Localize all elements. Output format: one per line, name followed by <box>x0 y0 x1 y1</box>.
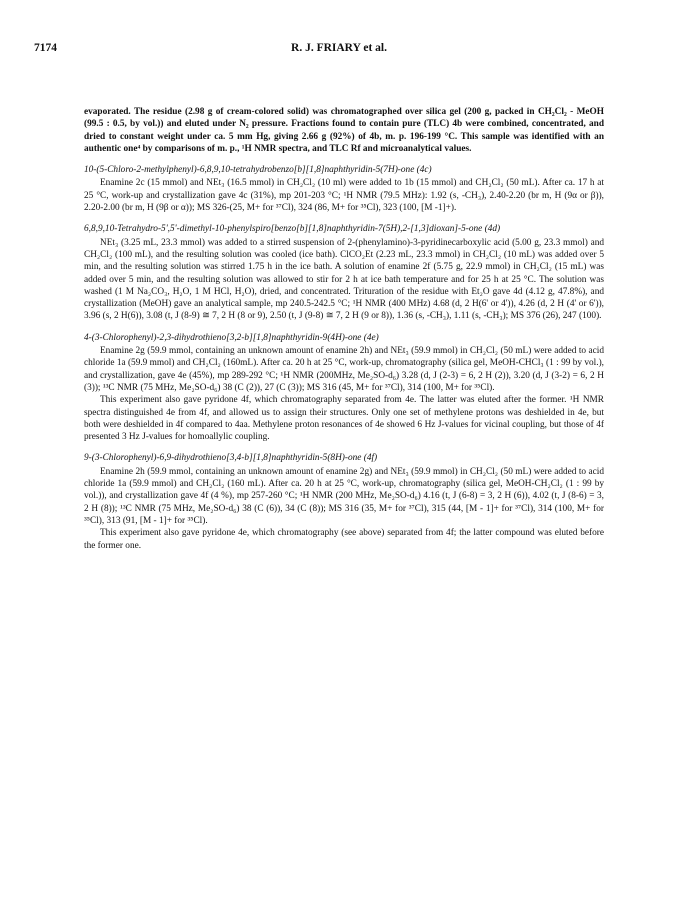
section-heading: 4-(3-Chlorophenyl)-2,3-dihydrothieno[3,2-b][1,8]naphthyridin-9(4H)-one (4e) <box>84 332 379 343</box>
section-paragraph: NEt₃ (3.25 mL, 23.3 mmol) was added to a stirred suspension of 2-(phenylamino)-3-pyridinecarboxylic acid (5.00 g, 23.3 mmol) and CH₂Cl₂ (100 mL), and the resulting solution was cooled (ice bath). ClCO₂Et (2.23 mL, 23.3 mmol) in CH₂Cl₂ (10 mL) was added over 5 min, and the resulting solution was stirred 1.75 h in the ice bath. A solution of enamine 2f (5.75 g, 22.9 mmol) in CH₂Cl₂ (15 mL) was added over 5 min, and the resulting solution was allowed to stir for 2 h at ice bath temperature and for 25 h at 25 °C. The solution was washed (1 M Na₂CO₃, H₂O, 1 M HCl, H₂O), dried, and concentrated. Trituration of the residue with Et₂O gave 4d (4.12 g, 47.8%), and crystallization (MeOH) gave an analytical sample, mp 240.5-242.5 °C; ¹H NMR (400 MHz) 4.68 (d, 2 H(6' or 4')), 4.26 (d, 2 H (4' or 6')), 3.96 (s, 2 H(6)), 3.08 (t, J (8-9) ≅ 7, 2 H (8 or 9), 2.50 (t, J (9-8) ≅ 7, 2 H (9 or 8)), 1.36 (s, -CH₃), 1.11 (s, -CH₃); MS 376 (26), 247 (100). <box>84 237 604 322</box>
article-body <box>84 106 604 552</box>
section-paragraph: Enamine 2c (15 mmol) and NEt₃ (16.5 mmol) in CH₂Cl₂ (10 ml) were added to 1b (15 mmol) and CH₂Cl₂ (50 mL). After ca. 17 h at 25 °C, work-up and crystallization gave 4c (31%), mp 201-203 °C; ¹H NMR (79.5 MHz): 1.92 (s, -CH₃), 2.40-2.20 (br m, H (9α or β)), 2.20-2.00 (br m, H (9β or α)); MS 326-(25, M+ for ³⁷Cl), 324 (86, M+ for ³⁵Cl), 323 (100, [M -1]+). <box>84 178 604 214</box>
section-paragraph: This experiment also gave pyridone 4e, which chromatography (see above) separated from 4f; the latter compound was eluted before the former one. <box>84 528 604 551</box>
section-4d <box>84 223 604 322</box>
page-number: 7174 <box>34 42 57 54</box>
page-header <box>34 42 644 58</box>
section-paragraph: This experiment also gave pyridone 4f, which chromatography separated from 4e. The latter was eluted after the former. ¹H NMR spectra distinguished 4e from 4f, and allowed us to assign their structures. Only one set of methylene protons was deshielded in 4e, but both were deshielded in 4f compared to 4aa. Methylene proton resonances of 4e showed 6 Hz J-values for vicinal coupling, but those of 4f presented 3 Hz J-values for homoallylic coupling. <box>84 395 604 443</box>
intro-paragraph: evaporated. The residue (2.98 g of cream-colored solid) was chromatographed over silica gel (200 g, packed in CH₂Cl₂ - MeOH (99.5 : 0.5, by vol.)) and eluted under N₂ pressure. Fractions found to contain pure (TLC) 4b were combined, concentrated, and dried to constant weight under ca. 5 mm Hg, giving 2.66 g (92%) of 4b, m. p. 196-199 °C. This sample was identified with an authentic one⁴ by comparisons of m. p., ¹H NMR spectra, and TLC Rf and microanalytical values. <box>84 107 604 154</box>
section-paragraph: Enamine 2h (59.9 mmol, containing an unknown amount of enamine 2g) and NEt₃ (59.9 mmol) in CH₂Cl₂ (50 mL) were added to acid chloride 1a (59.9 mmol) and CH₂Cl₂ (160 mL). After ca. 20 h at 25 °C, work-up, chromatography (silica gel, MeOH-CH₂Cl₂ (1 : 99 by vol.)), and crystallization gave 4f (4 %), mp 257-260 °C; ¹H NMR (200 MHz, Me₂SO-d₆) 4.16 (t, J (6-8) = 3, 2 H (6)), 4.02 (t, J (8-6) = 3, 2 H (8)); ¹³C NMR (75 MHz, Me₂SO-d₆) 38 (C (6)), 34 (C (8)); MS 316 (35, M+ for ³⁷Cl), 315 (44, [M - 1]+ for ³⁷Cl), 314 (100, M+ for ³⁵Cl), 313 (91, [M - 1]+ for ³⁵Cl). <box>84 466 604 526</box>
running-head: R. J. FRIARY et al. <box>291 42 387 54</box>
section-heading: 9-(3-Chlorophenyl)-6,9-dihydrothieno[3,4-b][1,8]naphthyridin-5(8H)-one (4f) <box>84 453 378 464</box>
section-heading: 10-(5-Chloro-2-methylphenyl)-6,8,9,10-tetrahydrobenzo[b][1,8]naphthyridin-5(7H)-one (4c) <box>84 165 432 176</box>
section-4f <box>84 452 604 551</box>
section-4c <box>84 164 604 214</box>
section-paragraph: Enamine 2g (59.9 mmol, containing an unknown amount of enamine 2h) and NEt₃ (59.9 mmol) in CH₂Cl₂ (50 mL) were added to acid chloride 1a (59.9 mmol) and CH₂Cl₂ (160mL). After ca. 20 h at 25 °C, work-up, chromatography (silica gel, MeOH-CHCl₃ (1 : 99 by vol.), and crystallization, gave 4e (45%), mp 289-292 °C; ¹H NMR (200MHz, Me₂SO-d₆) 3.28 (d, J (2-3) = 6, 2 H (2)), 3.20 (d, J (3-2) = 6, 2 H (3)); ¹³C NMR (75 MHz, Me₂SO-d₆) 38 (C (2)), 27 (C (3)); MS 316 (45, M+ for ³⁷Cl), 314 (100, M+ for ³⁵Cl). <box>84 346 604 393</box>
section-heading: 6,8,9,10-Tetrahydro-5',5'-dimethyl-10-phenylspiro[benzo[b][1,8]naphthyridin-7(5H),2-[1,3]dioxan]-5-one (4d) <box>84 224 501 235</box>
section-4e <box>84 332 604 444</box>
